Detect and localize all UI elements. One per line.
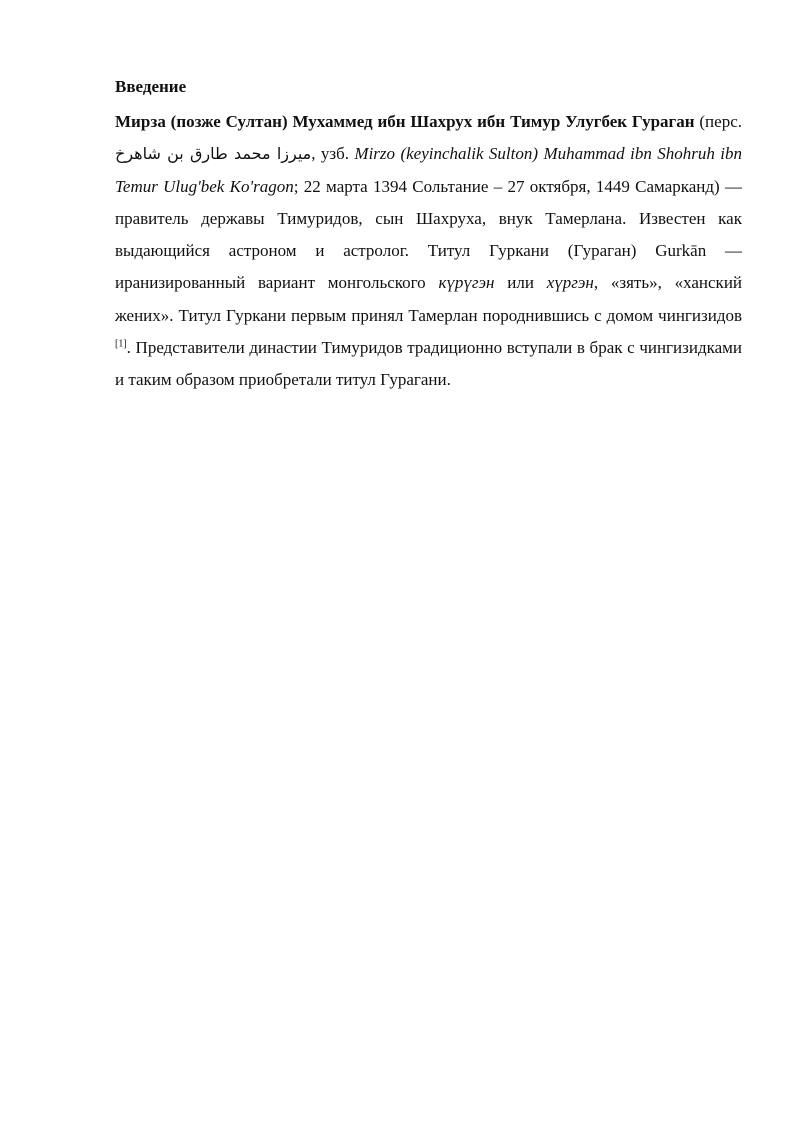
footnote-reference[interactable]: [1] — [115, 338, 127, 350]
mongol-word-khurgen: хүргэн — [546, 273, 594, 293]
ruler-full-name: Мирза (позже Султан) Мухаммед ибн Шахрух ибн Тимур Улугбек Гураган — [115, 112, 695, 131]
dates-and-role-text: ; 22 марта 1394 Сольтание – 27 октября, 1449 Самарканд) — правитель державы Тимуридов, сын Шахруха, внук Тамерлана. Известен как выдающийся астроном и астролог. Титул Гуркани (Гураган) Gurkān — иранизированный вариант монгольского — [115, 176, 742, 293]
uzbek-name: Mirzo (keyinchalik Sulton) Muhammad ibn Shohruh ibn Temur Ulug'bek Ko'ragon — [115, 144, 742, 196]
or-text: или — [494, 273, 547, 293]
closing-text: . Представители династии Тимуридов традиционно вступали в брак с чингизидками и таким образом приобретали титул Гурагани. — [115, 338, 742, 390]
persian-prefix: (перс. — [694, 112, 742, 131]
mongol-word-kurugen: күрүгэн — [438, 273, 495, 293]
persian-name: میرزا محمد طارق بن شاهرخ — [115, 144, 312, 164]
uzbek-prefix: , узб. — [311, 144, 355, 164]
section-heading: Введение — [115, 77, 187, 96]
intro-paragraph — [115, 106, 742, 397]
meaning-text: , «зять», «ханский жених». Титул Гуркани первым принял Тамерлан породнившись с домом чингизидов — [115, 273, 743, 325]
document-page — [115, 74, 742, 397]
